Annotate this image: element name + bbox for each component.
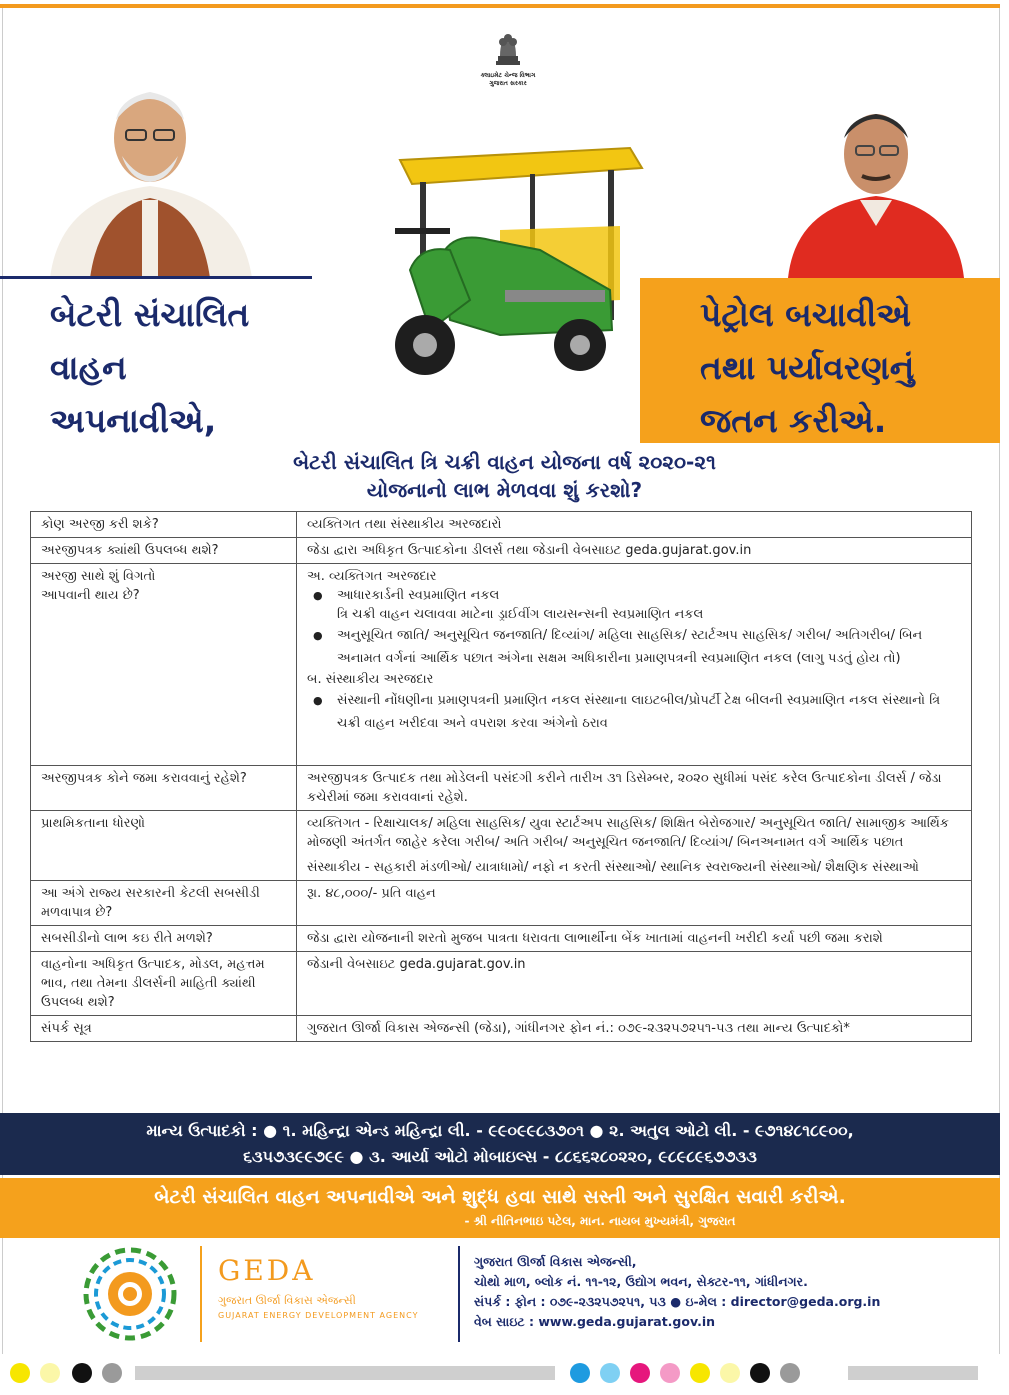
question-cell: અરજીપત્રક ક્યાંથી ઉપલબ્ધ થશે? (31, 538, 297, 564)
geda-gujarati-name: ગુજરાત ઊર્જા વિકાસ એજન્સી (218, 1294, 356, 1307)
headline-right-line: જતન કરીએ. (700, 401, 887, 440)
question-cell: વાહનોના અધિકૃત ઉત્પાદક, મોડલ, મહત્તમ ભાવ, તથા તેમના ડીલર્સની માહિતી ક્યાંથી ઉપલબ્ધ થશે? (31, 952, 297, 1016)
footer-divider (200, 1246, 202, 1342)
question-cell: અરજીપત્રક કોને જમા કરાવવાનું રહેશે? (31, 766, 297, 811)
address-line: ગુજરાત ઊર્જા વિકાસ એજન્સી, (474, 1254, 637, 1269)
question-line: અરજી સાથે શું વિગતો (41, 569, 156, 584)
left-navy-rule (0, 276, 312, 279)
state-emblem (458, 26, 558, 88)
contact-address (474, 1252, 880, 1332)
emblem-govt-text: ગુજરાત સરકાર (489, 80, 527, 87)
question-cell: આ અંગે રાજ્ય સરકારની કેટલી સબસીડી મળવાપાત્ર છે? (31, 881, 297, 926)
address-line: સંપર્ક : ફોન : ૦૭૯-૨૩૨૫૭૨૫૧, ૫૩ ● ઇ-મેલ : director@geda.org.in (474, 1294, 881, 1309)
table-row (31, 564, 972, 766)
answer-cell: રૂા. ૪૮,૦૦૦/- પ્રતિ વાહન (297, 881, 972, 926)
headline-right (700, 288, 990, 447)
table-row (31, 538, 972, 564)
answer-cell (297, 564, 972, 766)
print-color-bar (0, 1360, 1009, 1386)
headline-left (50, 288, 380, 447)
question-cell: કોણ અરજી કરી શકે? (31, 512, 297, 538)
manufacturers-line2: ૬૩૫૭૩૯૯૭૯૯ ● ૩. આર્યા ઓટો મોબાઇલ્સ - ૮૮૬૬૨૮૦૨૨૦, ૯૮૯૮૯૬૭૭૩૩ (243, 1147, 757, 1166)
headline-left-line: વાહન (50, 348, 127, 387)
headline-left-line: બેટરી સંચાલિત (50, 295, 250, 334)
table-row (31, 811, 972, 881)
priority-individual: વ્યક્તિગત - રિક્ષાચાલક/ મહિલા સાહસિક/ યુવા સ્ટાર્ટઅપ સાહસિક/ શિક્ષિત બેરોજગાર/ અનુસૂચિત જાતિ/ સામાજીક આર્થિક મોજણી અંતર્ગત જાહેર કરેલા ગરીબ/ અતિ ગરીબ/ અનુસૂચિત જનજાતિ/ દિવ્યાંગ/ બિનઅનામત વર્ગ આર્થિક પછાત (307, 816, 949, 850)
leader-photo-right (786, 96, 966, 278)
footer-divider (458, 1246, 460, 1342)
scheme-title (0, 448, 1009, 504)
bullet-text: ત્રિ ચક્રી વાહન ચલાવવા માટેના ડ્રાઈવીંગ લાયસન્સની સ્વપ્રમાણિત નકલ (337, 607, 704, 622)
bullet-text: ● આધારકાર્ડની સ્વપ્રમાણિત નકલ (337, 588, 500, 603)
slogan-attribution: - શ્રી નીતિનભાઇ પટેલ, માન. નાયબ મુખ્યમંત્રી, ગુજરાત (464, 1214, 736, 1228)
question-cell (31, 564, 297, 766)
question-cell: સંપર્ક સૂત્ર (31, 1016, 297, 1042)
headline-right-line: તથા પર્યાવરણનું (700, 348, 915, 387)
table-row (31, 512, 972, 538)
leader-photo-left (30, 68, 270, 278)
answer-cell: વ્યક્તિગત તથા સંસ્થાકીય અરજદારો (297, 512, 972, 538)
manufacturers-line1: માન્ય ઉત્પાદકો : ● ૧. મહિન્દ્રા એન્ડ મહિન્દ્રા લી. - ૯૯૦૯૯૮૩૭૦૧ ● ૨. અતુલ ઓટો લી. - ૯૭૧૪૮૧૮૯૦૦, (146, 1121, 854, 1140)
bullet-item (307, 586, 961, 624)
slogan-text: બેટરી સંચાલિત વાહન અપનાવીએ અને શુદ્ધ હવા સાથે સસ્તી અને સુરક્ષિત સવારી કરીએ. (154, 1186, 846, 1208)
table-row (31, 926, 972, 952)
scheme-info-table (30, 511, 972, 1042)
table-row (31, 1016, 972, 1042)
table-row (31, 952, 972, 1016)
question-cell: સબસીડીનો લાભ કઇ રીતે મળશે? (31, 926, 297, 952)
answer-cell (297, 811, 972, 881)
lion-capital-icon (490, 26, 526, 68)
approved-manufacturers-band (0, 1113, 1000, 1175)
slogan-band (0, 1178, 1000, 1238)
priority-institutional: સંસ્થાકીય - સહકારી મંડળીઓ/ યાત્રાધામો/ નફો ન કરતી સંસ્થાઓ/ સ્થાનિક સ્વરાજ્યની સંસ્થાઓ/ શૈક્ષણિક સંસ્થાઓ (307, 860, 919, 875)
table-row (31, 881, 972, 926)
geda-wordmark: GEDA (218, 1254, 316, 1287)
emblem-dept-text: ક્લાઇમેટ ચેન્જ વિભાગ (480, 72, 536, 79)
bullet-item: ● સંસ્થાની નોંધણીના પ્રમાણપત્રની પ્રમાણિત નકલ સંસ્થાના લાઇટબીલ/પ્રોપર્ટી ટેક્ષ બીલની સ્વપ્રમાણિત નકલ સંસ્થાનો ત્રિ ચક્રી વાહન ખરીદવા અને વપરાશ કરવા અંગેનો ઠરાવ (307, 689, 961, 735)
headline-right-line: પેટ્રોલ બચાવીએ (700, 295, 912, 334)
electric-rickshaw-illustration (380, 140, 650, 385)
answer-cell: અરજીપત્રક ઉત્પાદક તથા મોડેલની પસંદગી કરીને તારીખ ૩૧ ડિસેમ્બર, ૨૦૨૦ સુધીમાં પસંદ કરેલ ઉત્પાદકોના ડીલર્સ / જેડા કચેરીમાં જમા કરાવવાનાં રહેશે. (297, 766, 972, 811)
answer-cell: જેડાની વેબસાઇટ geda.gujarat.gov.in (297, 952, 972, 1016)
question-cell: પ્રાથમિકતાના ધોરણો (31, 811, 297, 881)
scheme-title-line2: યોજનાનો લાભ મેળવવા શું કરશો? (366, 478, 643, 502)
question-line: આપવાની થાય છે? (41, 588, 140, 603)
geda-english-name: GUJARAT ENERGY DEVELOPMENT AGENCY (218, 1311, 419, 1320)
bullet-item: ● અનુસૂચિત જાતિ/ અનુસૂચિત જનજાતિ/ દિવ્યાંગ/ મહિલા સાહસિક/ સ્ટાર્ટઅપ સાહસિક/ ગરીબ/ અતિગરીબ/ બિન અનામત વર્ગનાં આર્થિક પછાત અંગેના સક્ષમ અધિકારીના પ્રમાણપત્રની સ્વપ્રમાણિત નકલ (લાગુ પડતું હોય તો) (307, 624, 961, 670)
geda-sun-logo-icon (78, 1242, 182, 1346)
headline-left-line: અપનાવીએ, (50, 401, 217, 440)
table-row (31, 766, 972, 811)
answer-cell: ગુજરાત ઊર્જા વિકાસ એજન્સી (જેડા), ગાંધીનગર ફોન નં.: ૦૭૯-૨૩૨૫૭૨૫૧-૫૩ તથા માન્ય ઉત્પાદકો* (297, 1016, 972, 1042)
answer-cell: જેડા દ્વારા અધિકૃત ઉત્પાદકોના ડીલર્સ તથા જેડાની વેબસાઇટ geda.gujarat.gov.in (297, 538, 972, 564)
address-line: વેબ સાઇટ : www.geda.gujarat.gov.in (474, 1314, 716, 1329)
scheme-title-line1: બેટરી સંચાલિત ત્રિ ચક્રી વાહન યોજના વર્ષ ૨૦૨૦-૨૧ (293, 450, 716, 474)
individual-applicant-heading: અ. વ્યક્તિગત અરજદાર (307, 569, 437, 584)
address-line: ચોથો માળ, બ્લોક નં. ૧૧-૧૨, ઉદ્યોગ ભવન, સેક્ટર-૧૧, ગાંધીનગર. (474, 1274, 808, 1289)
answer-cell: જેડા દ્વારા યોજનાની શરતો મુજબ પાત્રતા ધરાવતા લાભાર્થીના બેંક ખાતામાં વાહનની ખરીદી કર્યા પછી જમા કરાશે (297, 926, 972, 952)
institutional-applicant-heading: બ. સંસ્થાકીય અરજદાર (307, 672, 434, 687)
